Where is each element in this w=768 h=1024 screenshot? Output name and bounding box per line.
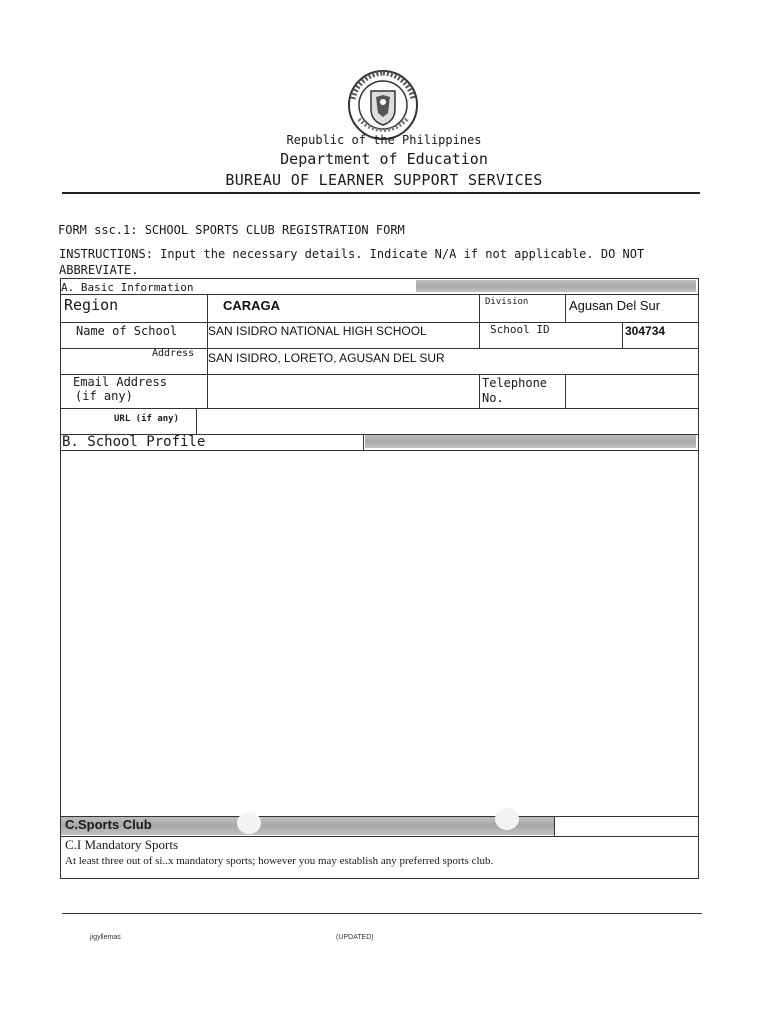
- email-label-line2: (if any): [75, 389, 133, 403]
- footer-updated: (UPDATED): [336, 934, 374, 941]
- footer-rule: [62, 913, 702, 914]
- section-a-shade: [416, 280, 696, 292]
- email-field[interactable]: [209, 376, 477, 406]
- email-label: [73, 375, 167, 403]
- section-a-heading: A. Basic Information: [61, 281, 194, 294]
- url-label: URL (if any): [114, 414, 180, 424]
- region-value[interactable]: CARAGA: [223, 298, 281, 313]
- punch-hole-right: [495, 808, 519, 830]
- section-c1-note: At least three out of si..x mandatory sports; however you may establish any preferred sports club.: [65, 855, 494, 867]
- punch-hole-left: [237, 812, 261, 834]
- email-label-line1: Email Address: [73, 375, 167, 389]
- school-name-value[interactable]: SAN ISIDRO NATIONAL HIGH SCHOOL: [208, 324, 427, 338]
- region-label: Region: [64, 296, 119, 314]
- url-field[interactable]: [198, 410, 696, 432]
- school-id-value[interactable]: 304734: [625, 324, 666, 338]
- telephone-label-line1: Telephone: [482, 376, 548, 390]
- address-label: Address: [152, 348, 195, 359]
- header-bureau: BUREAU OF LEARNER SUPPORT SERVICES: [225, 171, 543, 189]
- section-c-heading: C.Sports Club: [65, 817, 152, 832]
- form-instructions: INSTRUCTIONS: Input the necessary details. Indicate N/A if not applicable. DO NOT ABBREVIATE.: [59, 247, 645, 277]
- telephone-label: [482, 376, 547, 406]
- division-value[interactable]: Agusan Del Sur: [569, 298, 661, 313]
- header-department: Department of Education: [280, 150, 488, 168]
- footer-author: jigyllemas: [90, 934, 121, 941]
- deped-seal-icon: [347, 69, 419, 141]
- form-title: FORM ssc.1: SCHOOL SPORTS CLUB REGISTRATION FORM: [58, 223, 405, 237]
- school-profile-field[interactable]: [62, 452, 696, 814]
- school-name-label: Name of School: [76, 324, 178, 338]
- school-id-label: School ID: [490, 323, 550, 336]
- section-b-heading: B. School Profile: [62, 434, 206, 450]
- telephone-field[interactable]: [567, 376, 695, 406]
- section-b-shade: [365, 435, 696, 448]
- address-value[interactable]: SAN ISIDRO, LORETO, AGUSAN DEL SUR: [208, 351, 445, 365]
- telephone-label-line2: No.: [482, 391, 504, 405]
- division-label: Division: [485, 297, 529, 307]
- section-c1-heading: C.I Mandatory Sports: [65, 837, 179, 852]
- header-republic: Republic of the Philippines: [286, 133, 482, 147]
- header-rule: [62, 192, 700, 194]
